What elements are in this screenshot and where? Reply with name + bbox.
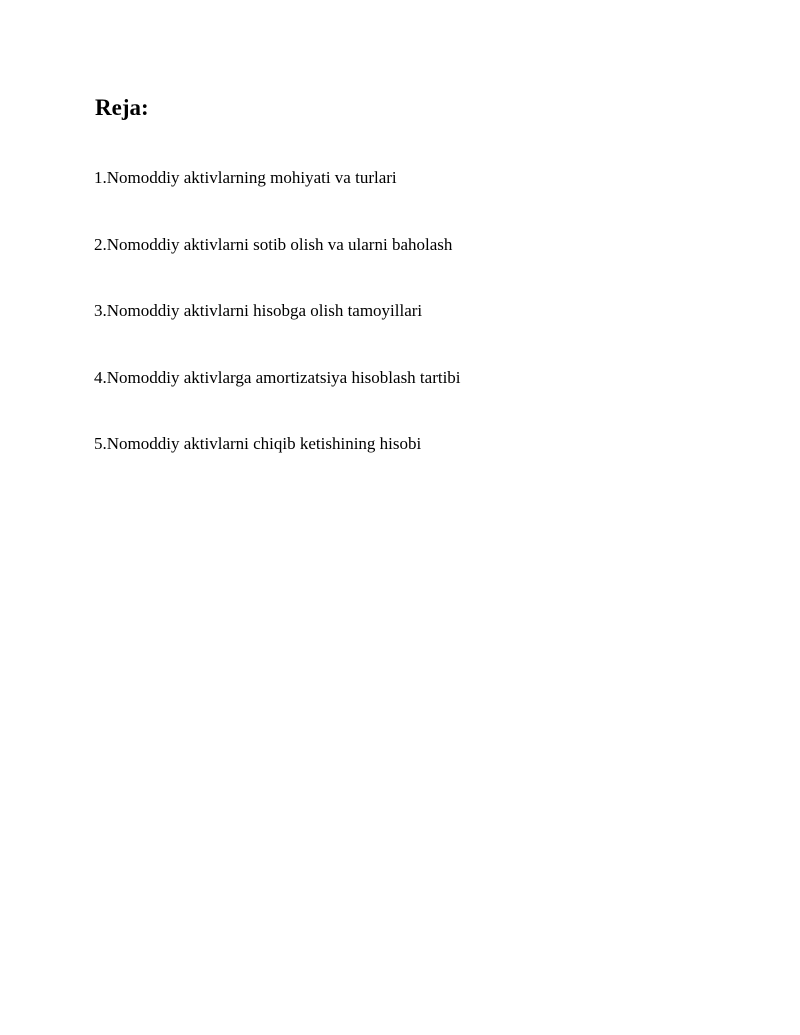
plan-item-5: 5.Nomoddiy aktivlarni chiqib ketishining hisobi [94,434,422,453]
plan-item-1: 1.Nomoddiy aktivlarning mohiyati va turlari [94,168,397,187]
plan-item-4: 4.Nomoddiy aktivlarga amortizatsiya hisoblash tartibi [94,367,461,387]
page-title: Reja: [95,95,149,120]
plan-item-3: 3.Nomoddiy aktivlarni hisobga olish tamoyillari [94,301,423,320]
plan-item-2: 2.Nomoddiy aktivlarni sotib olish va ularni baholash [94,234,453,254]
plan-list [94,166,461,499]
